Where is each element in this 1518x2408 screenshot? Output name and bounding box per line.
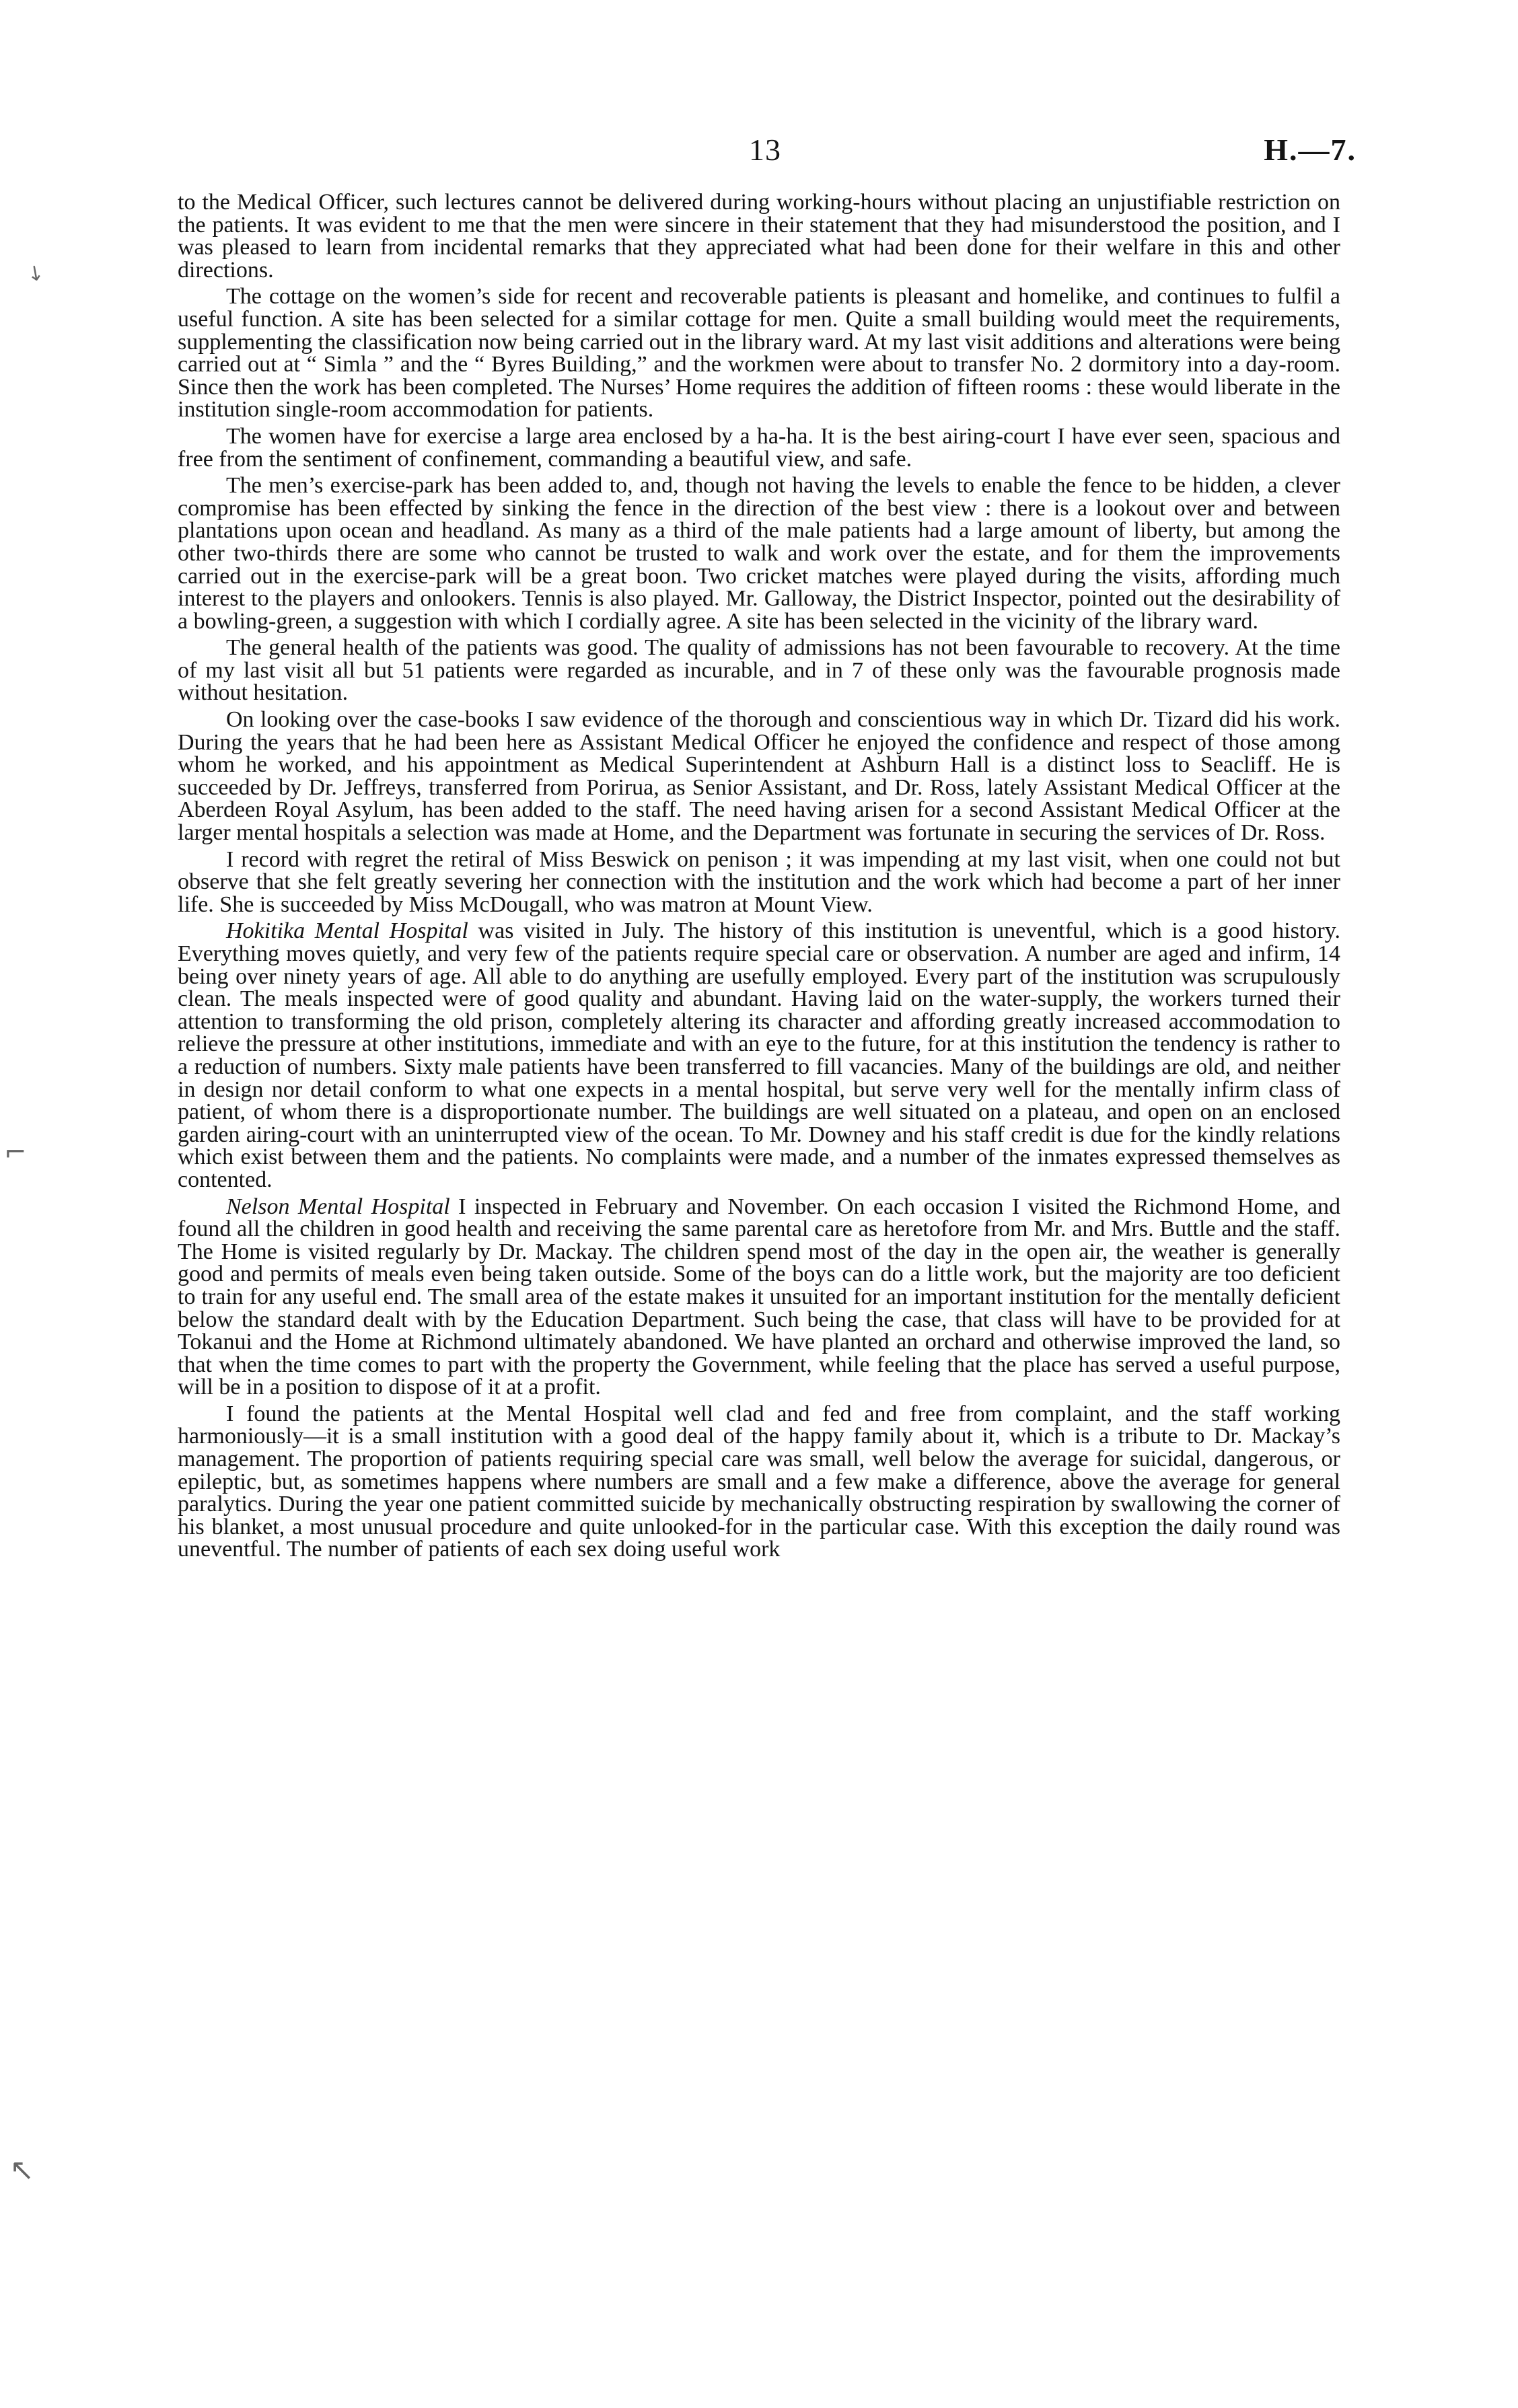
paragraph-text: The women have for exercise a large area enclosed by a ha-ha. It is the best airing-court I have ever seen, spacious and free from the sentiment of confinement, commanding a beautiful view, and safe.	[178, 423, 1340, 472]
paragraph-text: The general health of the patients was good. The quality of admissions has not been favourable to recovery. At the time of my last visit all but 51 patients were regarded as incurable, and in 7 of these only was the favourable prognosis made without hesitation.	[178, 635, 1340, 706]
paragraph-text: was visited in July. The history of this institution is uneventful, which is a good history. Everything moves quietly, and very few of the patients require special care or observation. A number are aged and infirm, 14 being over ninety years of age. All able to do anything are usefully employed. Every part of the institution was scrupulously clean. The meals inspected were of good quality and abundant. Having laid on the water-supply, the workers turned their attention to transforming the old prison, completely altering its character and affording greatly increased accommodation to relieve the pressure at other institutions, immediate and with an eye to the future, for at this institution the tendency is rather to a reduction of numbers. Sixty male patients have been transferred to fill vacancies. Many of the buildings are old, and neither in design nor detail conform to what one expects in a mental hospital, but serve very well for the mentally infirm class of patient, of whom there is a disproportionate number. The buildings are well situated on a plateau, and open on an enclosed garden airing-court with an uninterrupted view of the ocean. To Mr. Downey and his staff credit is due for the kindly relations which exist between them and the patients. No complaints were made, and a number of the inmates expressed themselves as contented.	[178, 918, 1340, 1192]
paragraph-text: On looking over the case-books I saw evidence of the thorough and conscientious way in which Dr. Tizard did his work. During the years that he had been here as Assistant Medical Officer he enjoyed the confidence and respect of those among whom he worked, and his appointment as Medical Superintendent at Ashburn Hall is a distinct loss to Seacliff. He is succeeded by Dr. Jeffreys, transferred from Porirua, as Senior Assistant, and Dr. Ross, lately Assistant Medical Officer at the Aberdeen Royal Asylum, has been added to the staff. The need having arisen for a second Assistant Medical Officer at the larger mental hospitals a selection was made at Home, and the Department was fortunate in securing the services of Dr. Ross.	[178, 707, 1340, 846]
paragraph-nelson	[178, 1196, 1340, 1399]
paragraph-6	[178, 708, 1340, 844]
paragraph-text: I record with regret the retiral of Miss Beswick on penison ; it was impending at my last visit, when one could not but observe that she felt greatly severing her connection with the institution and the work which had become a part of her inner life. She is succeeded by Miss McDougall, who was matron at Mount View.	[178, 846, 1340, 917]
paragraph-text: I found the patients at the Mental Hospital well clad and fed and free from complaint, and the staff working harmoniously—it is a small institution with a good deal of the happy family about it, which is a tribute to Dr. Mackay’s management. The proportion of patients requiring special care was small, well below the average for suicidal, dangerous, or epileptic, but, as sometimes happens where numbers are small and a few make a difference, above the average for general paralytics. During the year one patient committed suicide by mechanically obstructing respiration by swallowing the corner of his blanket, a most unusual procedure and quite unlooked-for in the particular case. With this exception the daily round was uneventful. The number of patients of each sex doing useful work	[178, 1401, 1340, 1562]
report-code: H.—7.	[1264, 133, 1357, 167]
hospital-name-nelson: Nelson Mental Hospital	[226, 1194, 450, 1219]
paragraph-5	[178, 636, 1340, 704]
paragraph-text: I inspected in February and November. On each occasion I visited the Richmond Home, and found all the children in good health and receiving the same parental care as heretofore from Mr. and Mrs. Buttle and the staff. The Home is visited regularly by Dr. Mackay. The children spend most of the day in the open air, the weather is generally good and permits of meals even being taken outside. Some of the boys can do a little work, but the majority are too deficient to train for any useful end. The small area of the estate makes it unsuited for an important institution for the mentally deficient below the standard dealt with by the Education Department. Such being the case, that class will have to be provided for at Tokanui and the Home at Richmond ultimately abandoned. We have planted an orchard and otherwise improved the land, so that when the time comes to part with the property the Government, while feeling that the place has served a useful purpose, will be in a position to dispose of it at a profit.	[178, 1194, 1340, 1400]
paragraph-4	[178, 474, 1340, 632]
paragraph-7	[178, 848, 1340, 916]
margin-mark-1: ↘	[22, 258, 49, 288]
paragraph-text: to the Medical Officer, such lectures cannot be delivered during working-hours without placing an unjustifiable restriction on the patients. It was evident to me that the men were sincere in their statement that they had misunderstood the position, and I was pleased to learn from incidental remarks that they appreciated what had been done for their welfare in this and other directions.	[178, 190, 1340, 283]
body-text	[178, 191, 1340, 1565]
paragraph-text: The men’s exercise-park has been added to, and, though not having the levels to enable the fence to be hidden, a clever compromise has been effected by sinking the fence in the direction of the best view : there is a lookout over and between plantations upon ocean and headland. As many as a third of the male patients had a large amount of liberty, but among the other two-thirds there are some who cannot be trusted to walk and work over the estate, and for them the improvements carried out in the exercise-park will be a great boon. Two cricket matches were played during the visits, affording much interest to the players and onlookers. Tennis is also played. Mr. Galloway, the District Inspector, pointed out the desirability of a bowling-green, a suggestion with which I cordially agree. A site has been selected in the vicinity of the library ward.	[178, 473, 1340, 634]
paragraph-3	[178, 425, 1340, 470]
paragraph-hokitika	[178, 920, 1340, 1191]
margin-mark-3: ↖	[9, 2153, 34, 2187]
margin-mark-2: ⌐	[4, 1137, 27, 1168]
paragraph-2	[178, 285, 1340, 421]
paragraph-text: The cottage on the women’s side for recent and recoverable patients is pleasant and homelike, and continues to fulfil a useful function. A site has been selected for a similar cottage for men. Quite a small building would meet the requirements, supplementing the classification now being carried out in the library ward. At my last visit additions and alterations were being carried out at “ Simla ” and the “ Byres Building,” and the workmen were about to transfer No. 2 dormitory into a day-room. Since then the work has been completed. The Nurses’ Home requires the addition of fifteen rooms : these would liberate in the institution single-room accommodation for patients.	[178, 284, 1340, 423]
paragraph-10	[178, 1403, 1340, 1561]
hospital-name-hokitika: Hokitika Mental Hospital	[226, 918, 468, 944]
paragraph-1	[178, 191, 1340, 281]
page-number: 13	[749, 133, 781, 167]
